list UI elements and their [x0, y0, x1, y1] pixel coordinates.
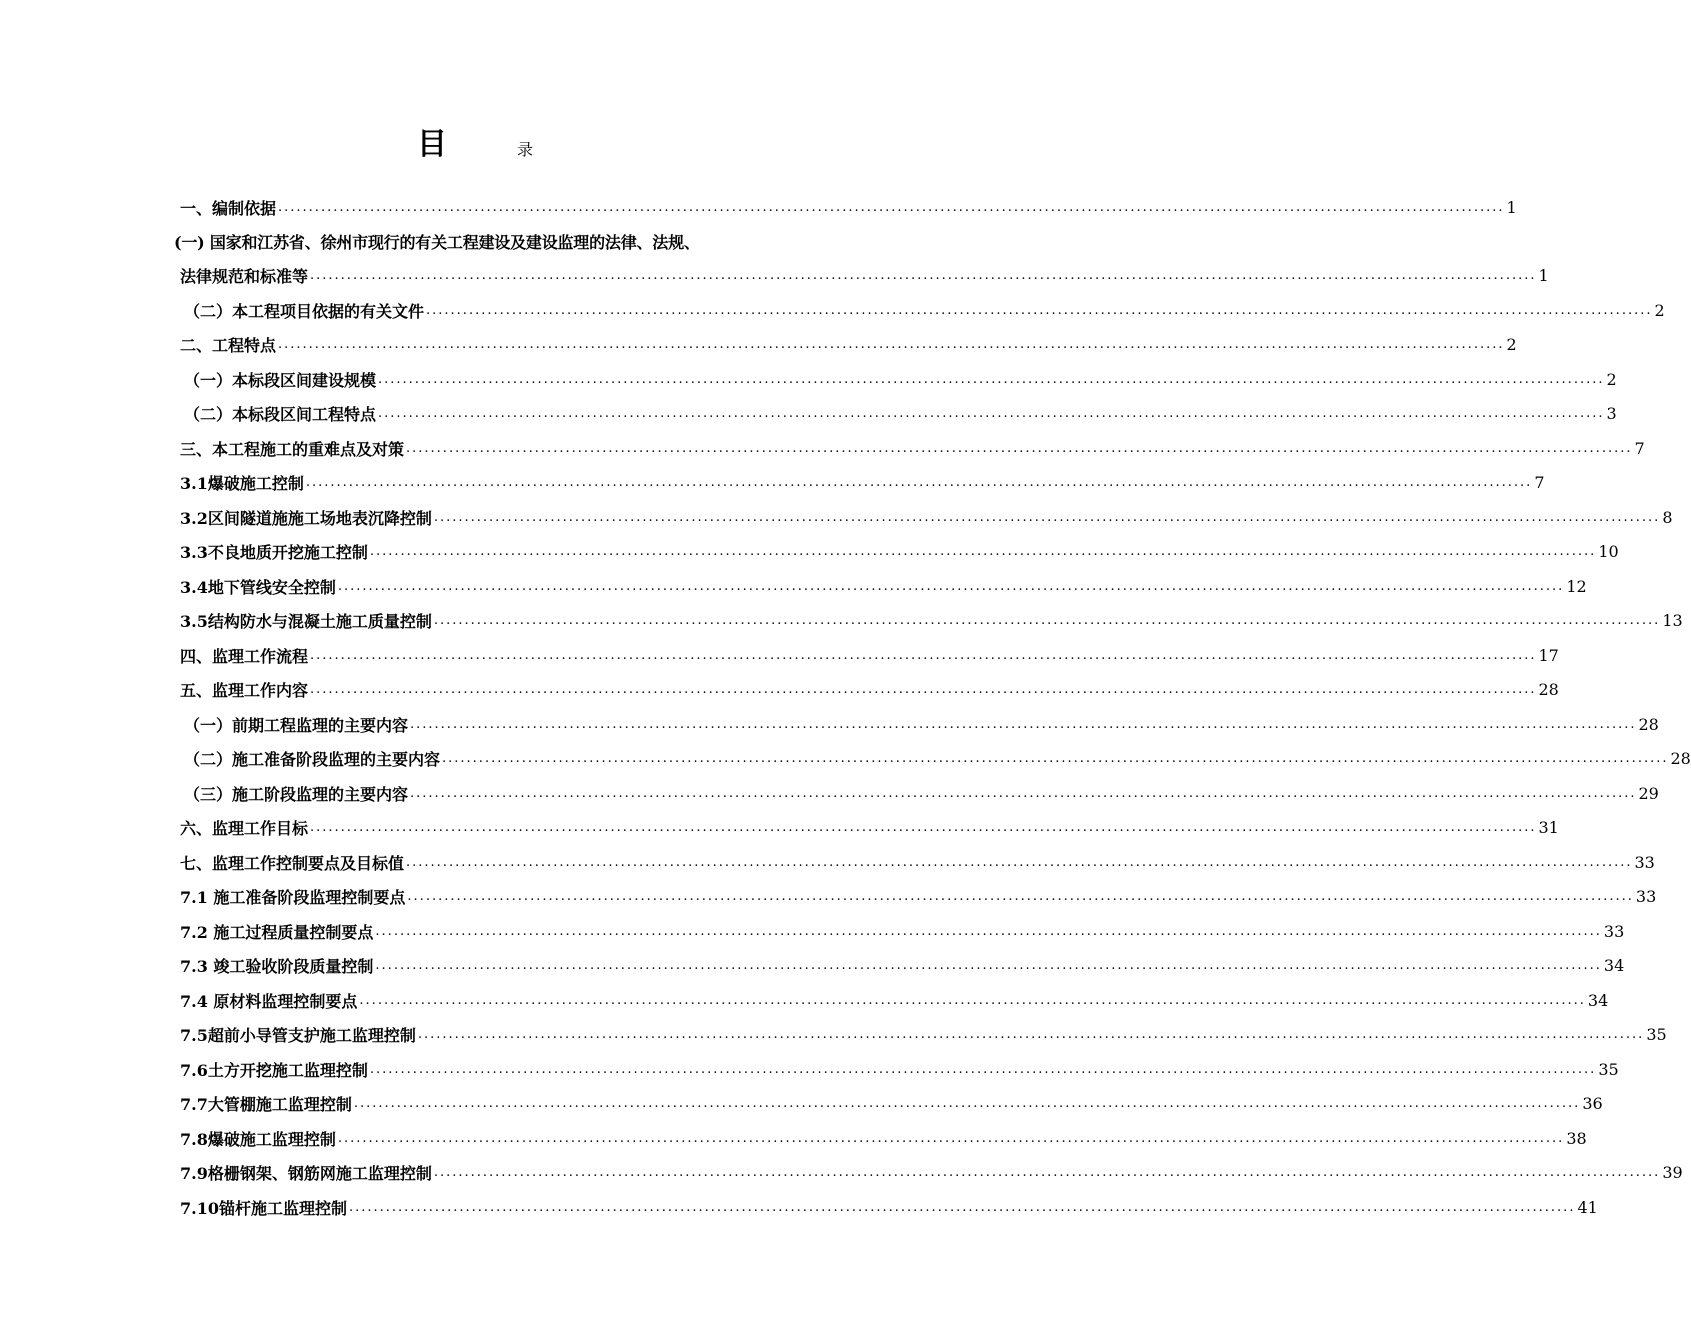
toc-entry-label: 三、本工程施工的重难点及对策	[180, 439, 405, 459]
toc-entry[interactable]	[180, 604, 1683, 639]
toc-leader-dots: ........................................................................................................................................................................................................	[433, 1165, 1661, 1181]
toc-entry-label: 7.4 原材料监理控制要点	[180, 991, 358, 1011]
toc-entry-label: (一) 国家和江苏省、徐州市现行的有关工程建设及建设监理的法律、法规、	[174, 233, 700, 252]
toc-entry-label: 3.5结构防水与混凝土施工质量控制	[180, 612, 432, 632]
toc-entry-label: （一）前期工程监理的主要内容	[184, 715, 409, 735]
toc-entry-label: （二）本工程项目依据的有关文件	[184, 301, 425, 321]
toc-entry-page-number: 34	[1587, 990, 1609, 1010]
toc-entry[interactable]	[180, 1156, 1683, 1191]
toc-entry-label: 3.4地下管线安全控制	[180, 577, 336, 597]
toc-leader-dots: ........................................................................................................................................................................................................	[369, 544, 1597, 560]
toc-entry-page-number: 33	[1635, 887, 1657, 907]
toc-entry[interactable]	[180, 914, 1625, 949]
toc-entry[interactable]	[180, 845, 1655, 880]
toc-entry-page-number: 7	[1534, 473, 1545, 493]
toc-entry[interactable]	[180, 1018, 1667, 1053]
toc-entry-page-number: 29	[1638, 783, 1659, 803]
toc-entry-page-number: 10	[1598, 542, 1619, 562]
toc-entry-label: 一、编制依据	[180, 198, 277, 218]
toc-entry-label: （三）施工阶段监理的主要内容	[184, 784, 409, 804]
toc-leader-dots: ........................................................................................................................................................................................................	[310, 820, 1537, 836]
toc-entry[interactable]	[180, 259, 1549, 294]
toc-entry-label: 7.1 施工准备阶段监理控制要点	[180, 888, 406, 908]
toc-entry-label: 7.3 竣工验收阶段质量控制	[180, 957, 374, 977]
toc-entry-page-number: 41	[1577, 1197, 1598, 1217]
toc-entry-page-number: 36	[1582, 1094, 1603, 1114]
toc-leader-dots: ........................................................................................................................................................................................................	[337, 1130, 1565, 1146]
toc-entry[interactable]	[180, 569, 1587, 604]
toc-entry[interactable]	[180, 535, 1619, 570]
toc-leader-dots: ........................................................................................................................................................................................................	[278, 337, 1505, 353]
toc-entry[interactable]	[180, 811, 1559, 846]
toc-entry-label: 七、监理工作控制要点及目标值	[180, 853, 405, 873]
toc-leader-dots: ........................................................................................................................................................................................................	[375, 923, 1602, 939]
toc-entry-label: 二、工程特点	[180, 336, 277, 356]
toc-entry[interactable]	[180, 362, 1617, 397]
toc-entry-page-number: 13	[1662, 611, 1683, 631]
toc-entry[interactable]	[180, 1121, 1587, 1156]
toc-leader-dots: ........................................................................................................................................................................................................	[433, 509, 1661, 525]
toc-entry[interactable]	[180, 776, 1659, 811]
toc-leader-dots: ........................................................................................................................................................................................................	[433, 613, 1661, 629]
toc-entry[interactable]	[180, 1052, 1619, 1087]
toc-leader-dots: ........................................................................................................................................................................................................	[353, 1096, 1581, 1112]
toc-entry[interactable]	[180, 190, 1517, 225]
toc-entry[interactable]	[180, 742, 1691, 777]
toc-entry-label: 3.2区间隧道施施工场地表沉降控制	[180, 508, 432, 528]
toc-leader-dots: ........................................................................................................................................................................................................	[359, 992, 1586, 1008]
toc-entry-page-number: 38	[1566, 1128, 1587, 1148]
toc-entry[interactable]	[180, 638, 1559, 673]
toc-entry-label: 7.7大管棚施工监理控制	[180, 1095, 352, 1115]
toc-entry-label: 7.5超前小导管支护施工监理控制	[180, 1026, 416, 1046]
toc-leader-dots: ........................................................................................................................................................................................................	[426, 302, 1653, 318]
toc-entry-page-number: 2	[1506, 335, 1517, 355]
toc-entry-label: （二）施工准备阶段监理的主要内容	[184, 750, 441, 770]
toc-leader-dots: ........................................................................................................................................................................................................	[407, 889, 1634, 905]
toc-entry-page-number: 7	[1634, 438, 1645, 458]
toc-entry-page-number: 1	[1506, 197, 1517, 217]
toc-leader-dots: ........................................................................................................................................................................................................	[417, 1027, 1645, 1043]
toc-entry-page-number: 1	[1538, 266, 1549, 286]
toc-entry[interactable]	[174, 225, 808, 259]
toc-entry-page-number: 17	[1538, 645, 1559, 665]
toc-leader-dots: ........................................................................................................................................................................................................	[406, 440, 1633, 456]
toc-leader-dots: ........................................................................................................................................................................................................	[305, 475, 1533, 491]
toc-entry[interactable]	[180, 431, 1645, 466]
toc-leader-dots: ........................................................................................................................................................................................................	[310, 682, 1537, 698]
toc-entry-page-number: 31	[1538, 818, 1559, 838]
toc-leader-dots: ........................................................................................................................................................................................................	[410, 785, 1637, 801]
toc-leader-dots: ........................................................................................................................................................................................................	[348, 1199, 1576, 1215]
toc-entry[interactable]	[180, 466, 1545, 501]
toc-entry-page-number: 28	[1638, 714, 1659, 734]
toc-entry-label: 7.8爆破施工监理控制	[180, 1129, 336, 1149]
toc-title-secondary: 录	[516, 140, 533, 159]
toc-leader-dots: ........................................................................................................................................................................................................	[378, 371, 1605, 387]
toc-entry-page-number: 34	[1603, 956, 1625, 976]
table-of-contents	[174, 190, 1691, 1225]
toc-entry[interactable]	[180, 949, 1625, 984]
toc-entry[interactable]	[180, 983, 1609, 1018]
toc-leader-dots: ........................................................................................................................................................................................................	[337, 578, 1565, 594]
toc-leader-dots: ........................................................................................................................................................................................................	[278, 199, 1505, 215]
toc-entry-label: 四、监理工作流程	[180, 646, 309, 666]
toc-entry[interactable]	[180, 328, 1517, 363]
toc-entry[interactable]	[180, 293, 1665, 328]
toc-title-main: 目	[416, 127, 447, 162]
toc-leader-dots: ........................................................................................................................................................................................................	[442, 751, 1669, 767]
toc-entry-page-number: 28	[1538, 680, 1559, 700]
toc-entry-label: 五、监理工作内容	[180, 681, 309, 701]
toc-leader-dots: ........................................................................................................................................................................................................	[369, 1061, 1597, 1077]
toc-entry[interactable]	[180, 500, 1673, 535]
toc-leader-dots: ........................................................................................................................................................................................................	[410, 716, 1637, 732]
toc-entry-label: 3.1爆破施工控制	[180, 474, 304, 494]
toc-leader-dots: ........................................................................................................................................................................................................	[375, 958, 1602, 974]
toc-entry[interactable]	[180, 673, 1559, 708]
toc-title	[0, 127, 950, 162]
toc-entry-label: （二）本标段区间工程特点	[184, 405, 377, 425]
toc-leader-dots: ........................................................................................................................................................................................................	[378, 406, 1605, 422]
toc-entry-label: 六、监理工作目标	[180, 819, 309, 839]
toc-entry-page-number: 28	[1670, 749, 1691, 769]
toc-entry-page-number: 33	[1634, 852, 1655, 872]
toc-entry[interactable]	[180, 397, 1617, 432]
toc-entry-label: 7.10锚杆施工监理控制	[180, 1198, 347, 1218]
toc-entry-label: 7.6土方开挖施工监理控制	[180, 1060, 368, 1080]
toc-entry-label: 7.9格栅钢架、钢筋网施工监理控制	[180, 1164, 432, 1184]
toc-entry-label: （一）本标段区间建设规模	[184, 370, 377, 390]
toc-entry[interactable]	[180, 1190, 1598, 1225]
toc-entry-label: 法律规范和标准等	[180, 267, 309, 287]
toc-entry-page-number: 39	[1662, 1163, 1683, 1183]
toc-entry-page-number: 12	[1566, 576, 1587, 596]
toc-entry[interactable]	[180, 707, 1659, 742]
toc-entry-page-number: 35	[1598, 1059, 1619, 1079]
toc-entry-page-number: 35	[1646, 1025, 1667, 1045]
toc-entry-page-number: 33	[1603, 921, 1625, 941]
toc-entry[interactable]	[180, 880, 1657, 915]
toc-entry[interactable]	[180, 1087, 1603, 1122]
toc-leader-dots: ........................................................................................................................................................................................................	[406, 854, 1633, 870]
toc-leader-dots: ........................................................................................................................................................................................................	[310, 268, 1537, 284]
toc-entry-label: 7.2 施工过程质量控制要点	[180, 922, 374, 942]
toc-entry-label: 3.3不良地质开挖施工控制	[180, 543, 368, 563]
toc-entry-page-number: 2	[1654, 300, 1665, 320]
toc-entry-page-number: 8	[1662, 507, 1673, 527]
toc-entry-page-number: 3	[1606, 404, 1617, 424]
toc-entry-page-number: 2	[1606, 369, 1617, 389]
toc-leader-dots: ........................................................................................................................................................................................................	[310, 647, 1537, 663]
